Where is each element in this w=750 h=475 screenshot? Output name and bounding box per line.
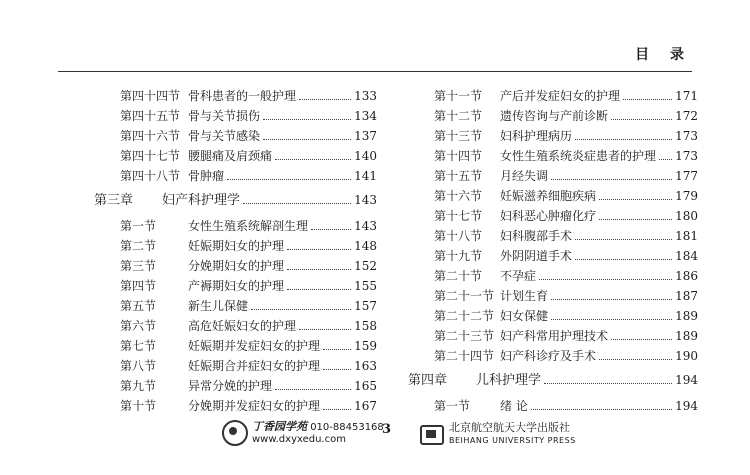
toc-entry-page: 181 — [675, 229, 698, 243]
buaa-press-logo-icon — [420, 425, 444, 445]
publisher-logo-right — [420, 422, 576, 447]
toc-leader-dots — [659, 159, 672, 160]
toc-section-entry — [94, 296, 377, 316]
toc-entry-number: 第二十四节 — [434, 349, 495, 363]
toc-leader-dots — [551, 299, 672, 300]
toc-entry-title: 骨与关节损伤 — [188, 109, 261, 123]
toc-entry-page: 143 — [354, 193, 377, 207]
toc-section-entry — [94, 236, 377, 256]
toc-entry-title: 妊娠期妇女的护理 — [188, 239, 285, 253]
right-logo-text: 北京航空航天大学出版社 — [449, 421, 570, 434]
toc-entry-page: 187 — [675, 289, 698, 303]
toc-entry-page: 157 — [354, 299, 377, 313]
toc-entry-number: 第六节 — [120, 319, 157, 333]
toc-section-entry — [408, 126, 698, 146]
toc-entry-number: 第十一节 — [434, 89, 483, 103]
toc-section-entry — [94, 396, 377, 416]
toc-leader-dots — [311, 229, 351, 230]
toc-leader-dots — [323, 369, 351, 370]
toc-entry-page: 180 — [675, 209, 698, 223]
toc-entry-number: 第二节 — [120, 239, 157, 253]
toc-section-entry — [408, 146, 698, 166]
toc-leader-dots — [287, 289, 351, 290]
toc-leader-dots — [323, 349, 351, 350]
toc-entry-number: 第四节 — [120, 279, 157, 293]
toc-entry-number: 第十八节 — [434, 229, 483, 243]
toc-leader-dots — [287, 269, 351, 270]
toc-leader-dots — [544, 383, 672, 384]
toc-entry-number: 第四十四节 — [120, 89, 181, 103]
left-logo-text: 丁香园学苑 — [252, 419, 307, 433]
toc-entry-number: 第十四节 — [434, 149, 483, 163]
toc-entry-number: 第四章 — [408, 373, 448, 388]
toc-section-entry — [408, 186, 698, 206]
toc-entry-title: 异常分娩的护理 — [188, 379, 273, 393]
toc-entry-page: 177 — [675, 169, 698, 183]
toc-entry-title: 骨肿瘤 — [188, 169, 225, 183]
toc-entry-page: 194 — [675, 373, 698, 387]
toc-entry-number: 第四十五节 — [120, 109, 181, 123]
toc-entry-number: 第五节 — [120, 299, 157, 313]
toc-entry-page: 141 — [354, 169, 377, 183]
toc-section-entry — [408, 106, 698, 126]
toc-section-entry — [94, 126, 377, 146]
toc-entry-title: 绪 论 — [500, 399, 528, 413]
header-divider — [58, 71, 692, 72]
toc-entry-number: 第二十节 — [434, 269, 483, 283]
left-logo-phone: 010-88453168 — [310, 421, 384, 433]
toc-entry-title: 妇科护理病历 — [500, 129, 573, 143]
toc-section-entry — [408, 86, 698, 106]
toc-entry-number: 第二十三节 — [434, 329, 495, 343]
toc-entry-number: 第二十一节 — [434, 289, 495, 303]
toc-entry-page: 163 — [354, 359, 377, 373]
toc-entry-page: 189 — [675, 329, 698, 343]
toc-leader-dots — [263, 139, 351, 140]
toc-section-entry — [408, 396, 698, 416]
toc-entry-page: 133 — [354, 89, 377, 103]
toc-right-column — [408, 86, 698, 416]
toc-entry-title: 遗传咨询与产前诊断 — [500, 109, 609, 123]
toc-section-entry — [94, 376, 377, 396]
toc-leader-dots — [551, 179, 672, 180]
toc-leader-dots — [243, 203, 351, 204]
toc-entry-page: 134 — [354, 109, 377, 123]
toc-entry-title: 计划生育 — [500, 289, 549, 303]
toc-leader-dots — [251, 309, 351, 310]
toc-leader-dots — [275, 389, 351, 390]
toc-section-entry — [408, 206, 698, 226]
page-header-title: 目 录 — [635, 47, 692, 63]
toc-entry-page: 159 — [354, 339, 377, 353]
toc-entry-number: 第四十七节 — [120, 149, 181, 163]
toc-section-entry — [94, 276, 377, 296]
toc-section-entry — [408, 306, 698, 326]
toc-entry-number: 第十六节 — [434, 189, 483, 203]
toc-entry-title: 分娩期并发症妇女的护理 — [188, 399, 321, 413]
toc-entry-number: 第十五节 — [434, 169, 483, 183]
toc-section-entry — [408, 246, 698, 266]
toc-entry-page: 152 — [354, 259, 377, 273]
toc-leader-dots — [287, 249, 351, 250]
toc-section-entry — [94, 86, 377, 106]
toc-leader-dots — [611, 339, 672, 340]
toc-entry-title: 高危妊娠妇女的护理 — [188, 319, 297, 333]
toc-section-entry — [408, 266, 698, 286]
toc-entry-page: 155 — [354, 279, 377, 293]
toc-section-entry — [408, 166, 698, 186]
toc-entry-number: 第四十八节 — [120, 169, 181, 183]
toc-entry-number: 第十二节 — [434, 109, 483, 123]
toc-entry-page: 184 — [675, 249, 698, 263]
toc-entry-title: 女性生殖系统炎症患者的护理 — [500, 149, 657, 163]
toc-entry-title: 新生儿保健 — [188, 299, 249, 313]
toc-entry-page: 173 — [675, 149, 698, 163]
page-footer — [0, 420, 750, 454]
toc-section-entry — [94, 106, 377, 126]
toc-entry-page: 171 — [675, 89, 698, 103]
toc-entry-title: 分娩期妇女的护理 — [188, 259, 285, 273]
toc-entry-page: 158 — [354, 319, 377, 333]
toc-entry-number: 第十七节 — [434, 209, 483, 223]
toc-entry-title: 妊娠期并发症妇女的护理 — [188, 339, 321, 353]
toc-entry-title: 儿科护理学 — [476, 373, 542, 388]
toc-entry-number: 第三章 — [94, 193, 134, 208]
toc-entry-title: 骨与关节感染 — [188, 129, 261, 143]
toc-entry-number: 第八节 — [120, 359, 157, 373]
toc-entry-number: 第九节 — [120, 379, 157, 393]
toc-entry-page: 148 — [354, 239, 377, 253]
toc-entry-number: 第十节 — [120, 399, 157, 413]
toc-leader-dots — [299, 99, 351, 100]
toc-entry-title: 不孕症 — [500, 269, 537, 283]
dxy-logo-icon — [222, 420, 248, 446]
toc-leader-dots — [575, 239, 672, 240]
toc-leader-dots — [623, 99, 672, 100]
toc-section-entry — [94, 336, 377, 356]
right-logo-en: BEIHANG UNIVERSITY PRESS — [449, 436, 576, 445]
toc-leader-dots — [323, 409, 351, 410]
toc-leader-dots — [299, 329, 351, 330]
toc-leader-dots — [263, 119, 351, 120]
toc-entry-title: 产后并发症妇女的护理 — [500, 89, 621, 103]
toc-leader-dots — [551, 319, 672, 320]
toc-leader-dots — [227, 179, 351, 180]
toc-entry-page: 194 — [675, 399, 698, 413]
toc-entry-title: 妇科腹部手术 — [500, 229, 573, 243]
toc-leader-dots — [539, 279, 672, 280]
toc-section-entry — [408, 226, 698, 246]
toc-entry-number: 第七节 — [120, 339, 157, 353]
toc-section-entry — [94, 166, 377, 186]
toc-left-column — [94, 86, 377, 416]
page-number: 3 — [382, 422, 392, 437]
toc-entry-number: 第三节 — [120, 259, 157, 273]
toc-entry-number: 第一节 — [434, 399, 471, 413]
toc-entry-page: 137 — [354, 129, 377, 143]
toc-entry-page: 172 — [675, 109, 698, 123]
toc-leader-dots — [599, 219, 672, 220]
toc-entry-title: 月经失调 — [500, 169, 549, 183]
toc-entry-number: 第一节 — [120, 219, 157, 233]
toc-entry-page: 167 — [354, 399, 377, 413]
left-logo-url: www.dxyxedu.com — [252, 433, 346, 445]
toc-leader-dots — [599, 359, 672, 360]
toc-section-entry — [94, 356, 377, 376]
toc-section-entry — [408, 286, 698, 306]
toc-entry-page: 186 — [675, 269, 698, 283]
toc-entry-number: 第十三节 — [434, 129, 483, 143]
toc-section-entry — [94, 256, 377, 276]
toc-entry-title: 妊娠期合并症妇女的护理 — [188, 359, 321, 373]
toc-entry-title: 妇产科护理学 — [162, 193, 241, 208]
toc-entry-title: 妇女保健 — [500, 309, 549, 323]
toc-leader-dots — [275, 159, 351, 160]
toc-entry-page: 173 — [675, 129, 698, 143]
toc-section-entry — [94, 316, 377, 336]
toc-section-entry — [408, 326, 698, 346]
toc-entry-page: 189 — [675, 309, 698, 323]
toc-entry-page: 143 — [354, 219, 377, 233]
toc-entry-number: 第十九节 — [434, 249, 483, 263]
publisher-logo-left — [222, 420, 384, 446]
toc-entry-number: 第二十二节 — [434, 309, 495, 323]
toc-entry-page: 179 — [675, 189, 698, 203]
toc-entry-page: 165 — [354, 379, 377, 393]
toc-chapter-entry — [94, 190, 377, 210]
toc-leader-dots — [611, 119, 672, 120]
toc-entry-title: 妇产科诊疗及手术 — [500, 349, 597, 363]
toc-chapter-entry — [408, 370, 698, 390]
toc-entry-title: 女性生殖系统解剖生理 — [188, 219, 309, 233]
toc-entry-title: 妊娠滋养细胞疾病 — [500, 189, 597, 203]
toc-entry-title: 产褥期妇女的护理 — [188, 279, 285, 293]
toc-section-entry — [408, 346, 698, 366]
toc-entry-page: 140 — [354, 149, 377, 163]
toc-leader-dots — [531, 409, 672, 410]
toc-entry-title: 骨科患者的一般护理 — [188, 89, 297, 103]
toc-section-entry — [94, 216, 377, 236]
toc-leader-dots — [599, 199, 672, 200]
toc-section-entry — [94, 146, 377, 166]
toc-leader-dots — [575, 259, 672, 260]
toc-entry-title: 腰腿痛及肩颈痛 — [188, 149, 273, 163]
toc-entry-title: 妇产科常用护理技术 — [500, 329, 609, 343]
toc-leader-dots — [575, 139, 672, 140]
toc-entry-number: 第四十六节 — [120, 129, 181, 143]
toc-entry-title: 外阴阴道手术 — [500, 249, 573, 263]
toc-entry-page: 190 — [675, 349, 698, 363]
toc-entry-title: 妇科恶心肿瘤化疗 — [500, 209, 597, 223]
